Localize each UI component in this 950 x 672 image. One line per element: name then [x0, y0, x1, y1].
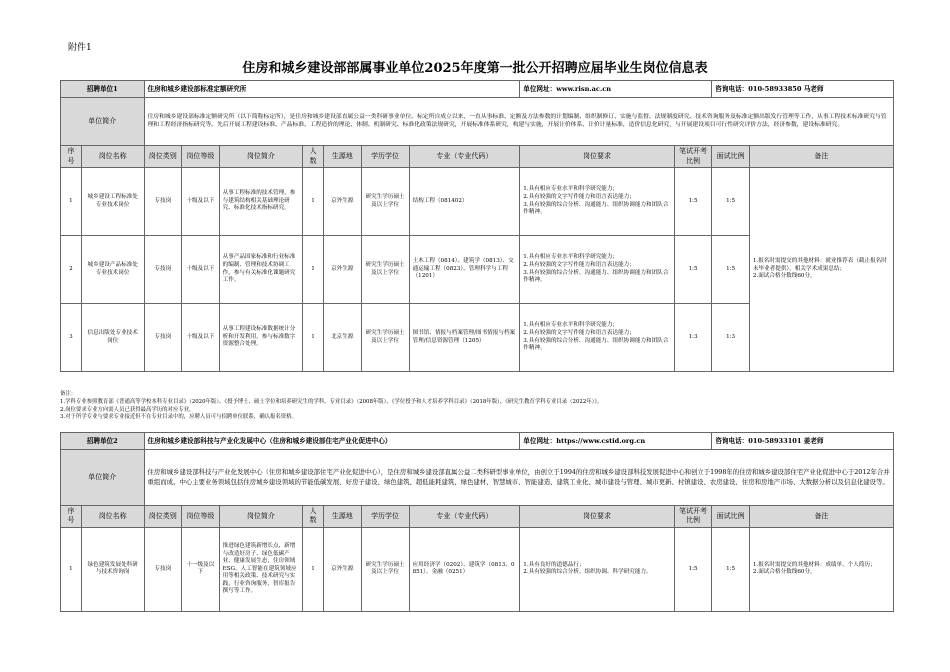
row-edu: 研究生学历硕士及以上学位 [361, 527, 409, 611]
row-major: 应用经济学（0202）、建筑学（0813、0851）、金融（0251） [409, 527, 520, 611]
col-major: 专业（专业代码） [409, 146, 520, 168]
row-seq: 1 [61, 527, 82, 611]
row-intro: 从事产品国家标准和行业标准的编制、管理和技术协调工作，参与有关标准化课题研究工作。 [219, 236, 303, 304]
row-edu: 研究生学历硕士及以上学位 [361, 304, 409, 372]
row-seq: 2 [61, 236, 82, 304]
row-category: 专技岗 [144, 527, 182, 611]
row-grade: 十级及以下 [182, 168, 220, 236]
col-grade: 岗位等级 [182, 146, 220, 168]
unit2-contact: 咨询电话：010-58933101 姜老师 [712, 433, 894, 450]
row-category: 专技岗 [144, 168, 182, 236]
unit2-header-row [61, 433, 894, 450]
col-remark: 备注 [749, 146, 893, 168]
row-count: 1 [303, 304, 324, 372]
col-source: 生源地 [324, 506, 362, 528]
row-source: 北京生源 [324, 304, 362, 372]
unit1-column-headers [61, 146, 894, 168]
note-line: 2.岗位要求专业方向需人员已获得最高学历的对应专业。 [60, 406, 195, 413]
unit2-name: 住房和城乡建设部科技与产业化发展中心（住房和城乡建设部住宅产业化促进中心） [144, 433, 520, 450]
col-interview: 面试比例 [712, 506, 750, 528]
unit1-header-row [61, 81, 894, 98]
row-seq: 1 [61, 168, 82, 236]
unit2-website[interactable]: 单位网址：https://www.cstid.org.cn [520, 433, 712, 450]
row-seq: 3 [61, 304, 82, 372]
col-edu: 学历学位 [361, 146, 409, 168]
col-seq: 序号 [61, 506, 82, 528]
col-count: 人数 [303, 146, 324, 168]
col-req: 岗位要求 [520, 506, 674, 528]
col-req: 岗位要求 [520, 146, 674, 168]
row-edu: 研究生学历硕士及以上学位 [361, 236, 409, 304]
row-interview: 1:3 [712, 304, 750, 372]
unit2-intro-row [61, 450, 894, 506]
unit1-label: 招聘单位1 [61, 81, 145, 98]
row-count: 1 [303, 168, 324, 236]
unit2-label: 招聘单位2 [61, 433, 145, 450]
row-major: 图书馆、情报与档案管理/图书情报与档案管理/信息资源管理（1205） [409, 304, 520, 372]
row-major: 土木工程（0814）、建筑学（0813）、交通运输工程（0823）、管理科学与工程（1201） [409, 236, 520, 304]
note-line: 1.学科专业参照教育部《普通高等学校本科专业目录》（2020年版）、《授予博士、硕士学位和培养研究生的学科、专业目录》（2008年版）、《学位授予和人才培养学科目录》（2018年版）、《研究生教育学科专业目录（2022年）》。 [60, 398, 603, 405]
row-grade: 十一级及以下 [182, 527, 220, 611]
row-edu: 研究生学历硕士及以上学位 [361, 168, 409, 236]
row-grade: 十级及以下 [182, 236, 220, 304]
unit1-website[interactable]: 单位网址：www.risn.ac.cn [520, 81, 712, 98]
row-grade: 十级及以下 [182, 304, 220, 372]
col-ratio: 笔试开考比例 [674, 146, 712, 168]
row-source: 京外生源 [324, 236, 362, 304]
row-intro: 推进绿色建筑新增长点，新增与改造好房子、绿色低碳产业、健康发展生态，住房领域ESG、人工智能在建筑领域应用等相关政策、技术研究与实践，行业咨询服务，智库报告撰写等工作。 [219, 527, 303, 611]
table-row [61, 527, 894, 611]
row-interview: 1:5 [712, 236, 750, 304]
row-intro: 从事工程建设标准数据统计分析和开发利用，参与标准数字资源整合处理。 [219, 304, 303, 372]
unit1-contact: 咨询电话：010-58933850 马老师 [712, 81, 894, 98]
col-interview: 面试比例 [712, 146, 750, 168]
col-intro: 岗位简介 [219, 146, 303, 168]
col-category: 岗位类别 [144, 506, 182, 528]
row-ratio: 1:5 [674, 527, 712, 611]
row-source: 京外生源 [324, 527, 362, 611]
notes-title: 备注： [60, 391, 77, 397]
row-ratio: 1:3 [674, 304, 712, 372]
row-category: 专技岗 [144, 304, 182, 372]
row-interview: 1:5 [712, 527, 750, 611]
table-row [61, 168, 894, 236]
col-intro: 岗位简介 [219, 506, 303, 528]
notes-block [60, 391, 894, 422]
unit2-intro-label: 单位简介 [61, 450, 145, 506]
row-category: 专技岗 [144, 236, 182, 304]
col-category: 岗位类别 [144, 146, 182, 168]
row-major: 结构工程（081402） [409, 168, 520, 236]
col-ratio: 笔试开考比例 [674, 506, 712, 528]
row-name: 城乡建设产品标准处专业技术岗位 [81, 236, 144, 304]
row-intro: 从事工程标准的技术管理，参与建筑结构相关基础理论研究、标准化技术指标研究。 [219, 168, 303, 236]
row-name: 绿色建筑发展处科研与技术咨询岗 [81, 527, 144, 611]
row-req: 1.具有相应专业水平和科学研究能力； 2.具有较强的文字写作能力和语言表达能力； 3.具有较强的综合分析、沟通能力、组织协调能力和团队合作精神。 [520, 304, 674, 372]
unit1-intro-label: 单位简介 [61, 98, 145, 146]
col-remark: 备注 [749, 506, 893, 528]
unit1-intro-text: 住房和城乡建设部标准定额研究所（以下简称标定所），是住房和城乡建设部直属公益一类科研事业单位。标定所自成立以来，一直从事标准、定额及方法参数的计划编制、组织制修订、实施与监督、法规制度研究、技术咨询服务及标准定额出版发行管理等工作，从事工程技术标准研究与管理和工程经济指标研究等。先后开展工程建设标准、产品标准、工程造价的理论、体制、机制研究、标准化政策法规研究，开展标准体系研究，构建与实施，开展计价体系、计价计量标准，造价信息化研究，与开展建设项目可行性研究评价方法，经济参数，建设标准研究。 [144, 98, 894, 146]
page-title: 住房和城乡建设部部属事业单位2025年度第一批公开招聘应届毕业生岗位信息表 [242, 61, 708, 76]
unit1-table [60, 80, 894, 372]
col-edu: 学历学位 [361, 506, 409, 528]
col-name: 岗位名称 [81, 146, 144, 168]
unit1-remark: 1.报名时需提交的其他材料：就业推荐表（截止报名时未毕业者提供），相关学术成果总结； 2.面试合格分数线60分。 [749, 168, 893, 372]
col-name: 岗位名称 [81, 506, 144, 528]
row-req: 1.具有相应专业水平和科学研究能力； 2.具有较强的文字写作能力和语言表达能力； 3.具有较强的综合分析、沟通能力、组织协调能力和团队合作精神。 [520, 168, 674, 236]
row-source: 京外生源 [324, 168, 362, 236]
col-seq: 序号 [61, 146, 82, 168]
col-major: 专业（专业代码） [409, 506, 520, 528]
row-req: 1.具有相应专业水平和科学研究能力； 2.具有较强的文字写作能力和语言表达能力； 3.具有较强的综合分析、沟通能力、组织协调能力和团队合作精神。 [520, 236, 674, 304]
unit1-intro-row [61, 98, 894, 146]
row-name: 信息出版处专业技术岗位 [81, 304, 144, 372]
unit2-intro-text: 住房和城乡建设部科技与产业化发展中心（住房和城乡建设部住宅产业化促进中心），是住房和城乡建设部直属公益二类科研型事业单位，由创立于1994的住房和城乡建设部科技发展促进中心和创立于1998年的住房和城乡建设部住宅产业化促进中心于2012年合并重组而成。中心主要业务领域包括住房城乡建设领域的节能低碳发展、好房子建设、绿色建筑、超低能耗建筑、绿色建材、智慧城市、智能建造、建筑工业化、城市建设与管理、城市更新、村镇建设、农房建设、住房和房地产市场、大数据分析以及信息化建设等。 [144, 450, 894, 506]
row-req: 1.具有良好的道德品行； 2.具有较强的综合分析、组织协调、科学研究能力。 [520, 527, 674, 611]
col-count: 人数 [303, 506, 324, 528]
col-grade: 岗位等级 [182, 506, 220, 528]
row-interview: 1:5 [712, 168, 750, 236]
row-count: 1 [303, 527, 324, 611]
unit2-remark: 1.报名时需提交的其他材料：成绩单、个人简历； 2.面试合格分数线60分。 [749, 527, 893, 611]
row-name: 城乡建设工程标准处专业技术岗位 [81, 168, 144, 236]
unit2-table [60, 432, 894, 612]
unit1-name: 住房和城乡建设部标准定额研究所 [144, 81, 520, 98]
annex-label: 附件1 [68, 43, 92, 53]
row-ratio: 1:5 [674, 168, 712, 236]
unit2-column-headers [61, 506, 894, 528]
col-source: 生源地 [324, 146, 362, 168]
row-count: 1 [303, 236, 324, 304]
note-line: 3.对于所学专业与要求专业接近但不在专业目录中的，应聘人员可与招聘单位联系，确认报名资格。 [60, 414, 297, 421]
row-ratio: 1:5 [674, 236, 712, 304]
